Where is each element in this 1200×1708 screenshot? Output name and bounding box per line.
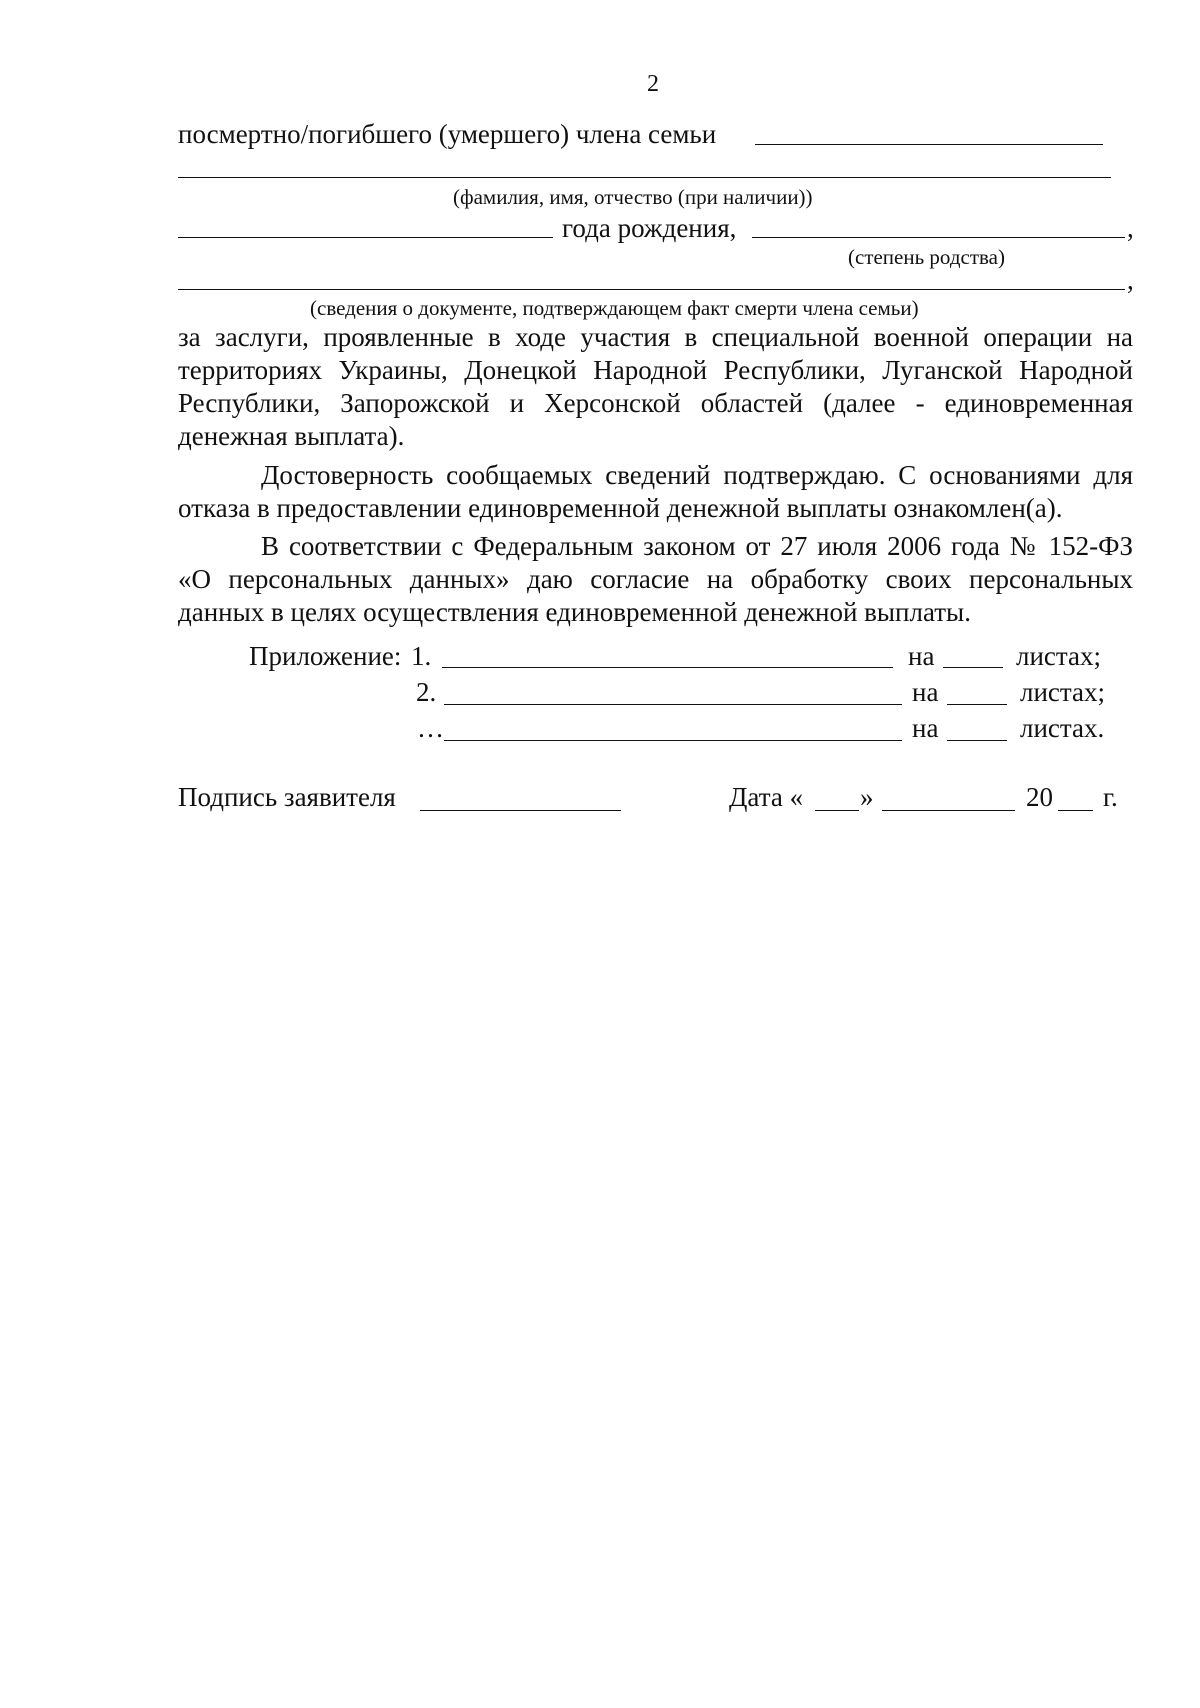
full-name-blank[interactable] [178,177,1111,178]
attachment-na: на [912,677,939,707]
attachment-na: на [908,641,935,671]
attachment-sheets: листах. [1020,713,1105,743]
date-year-suffix: г. [1103,782,1118,812]
attachment-1-sheets-blank[interactable] [943,667,1003,668]
paragraph-line: отказа в предоставлении единовременной денежной выплаты ознакомлен(а). [178,493,1063,523]
date-day-blank[interactable] [815,810,859,811]
paragraph-personal-data [178,530,1133,629]
paragraph-line: территориях Украины, Донецкой Народной Республики, Луганской Народной [178,355,1133,385]
death-document-blank[interactable] [178,289,1125,290]
attachment-sheets: листах; [1020,677,1106,707]
attachment-more-blank[interactable] [444,740,902,741]
death-document-comma: , [1127,265,1134,295]
date-close-quote: » [860,782,874,812]
attachment-number: 1. [411,641,432,671]
header-line-text: посмертно/погибшего (умершего) члена семьи [178,119,717,149]
paragraph-confirmation [178,459,1133,525]
paragraph-line: «О персональных данных» даю согласие на обработку своих персональных [178,564,1133,594]
family-member-blank[interactable] [755,144,1103,145]
attachment-2-sheets-blank[interactable] [947,704,1007,705]
signature-blank[interactable] [420,810,621,811]
paragraph-line: В соответствии с Федеральным законом от 27 июля 2006 года № 152-ФЗ [261,531,1133,561]
attachment-na: на [912,713,939,743]
paragraph-line: Достоверность сообщаемых сведений подтверждаю. С основаниями для [261,460,1133,490]
page-number: 2 [647,71,659,97]
signature-label: Подпись заявителя [178,782,396,812]
date-year-prefix: 20 [1026,782,1053,812]
attachments-label: Приложение: [249,641,402,671]
caption-kinship: (степень родства) [848,245,1005,269]
paragraph-line: денежная выплата). [178,421,405,451]
date-label: Дата « [729,782,804,812]
birth-year-blank[interactable] [178,237,553,238]
caption-full-name: (фамилия, имя, отчество (при наличии)) [453,185,813,209]
attachment-2-blank[interactable] [444,704,902,705]
attachment-1-blank[interactable] [442,667,893,668]
paragraph-line: за заслуги, проявленные в ходе участия в специальной военной операции на [178,322,1133,352]
paragraph-line: Республики, Запорожской и Херсонской областей (далее - единовременная [178,388,1133,418]
birth-year-label: года рождения, [562,213,737,243]
attachment-number: 2. [416,677,437,707]
caption-death-document: (сведения о документе, подтверждающем факт смерти члена семьи) [310,296,919,320]
date-month-blank[interactable] [882,810,1015,811]
date-year-blank[interactable] [1058,810,1093,811]
attachment-sheets: листах; [1016,641,1102,671]
attachment-number: … [417,713,444,743]
paragraph-merits [178,321,1133,453]
kinship-comma: , [1127,213,1134,243]
attachment-more-sheets-blank[interactable] [947,740,1007,741]
kinship-blank[interactable] [752,237,1125,238]
paragraph-line: данных в целях осуществления единовременной денежной выплаты. [178,597,971,627]
